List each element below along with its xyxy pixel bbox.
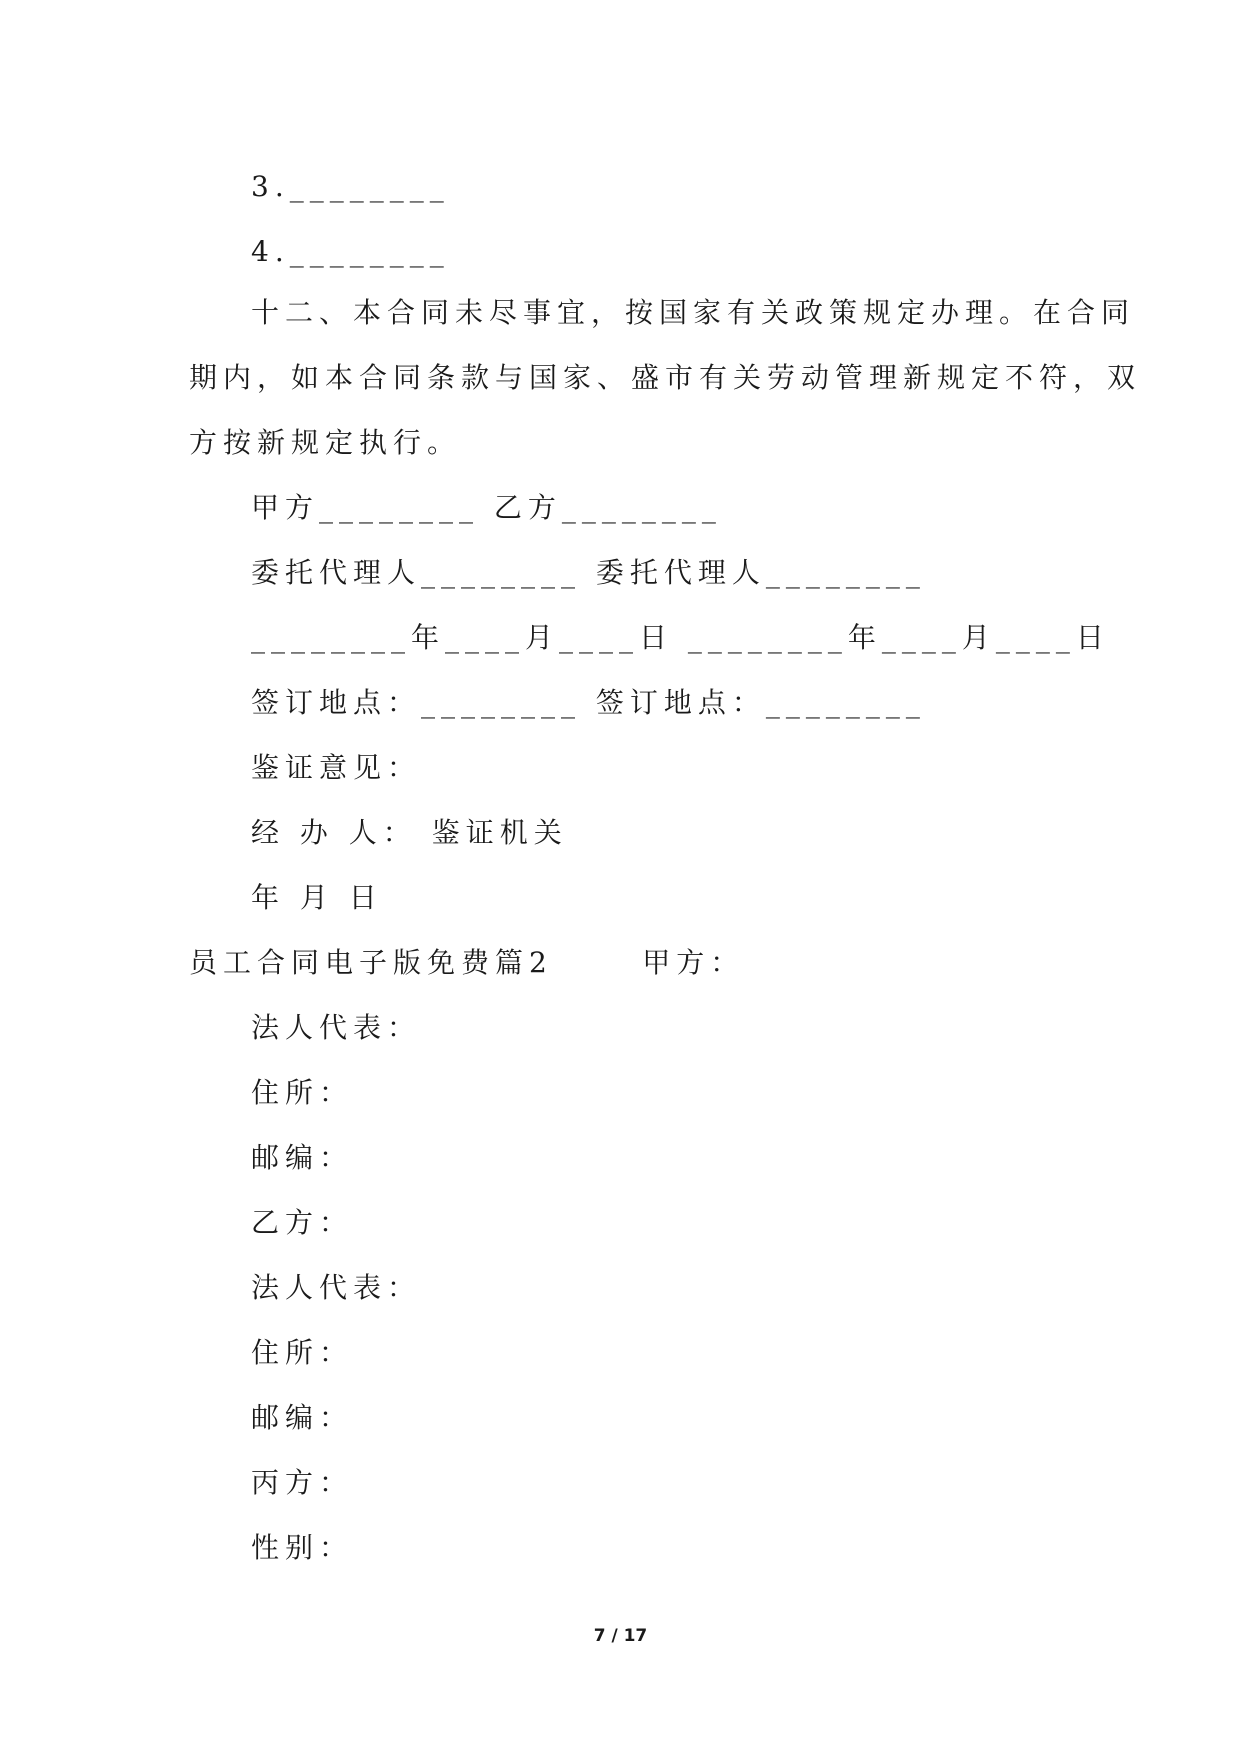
clause-12-line-3: 方按新规定执行。 [189, 426, 462, 459]
page-number: 7 / 17 [593, 1626, 648, 1646]
date-line: 年 月 日 [251, 881, 383, 914]
party-b-address: 住所： [251, 1336, 354, 1369]
signature-agent-line: 委托代理人________ 委托代理人________ [251, 556, 926, 589]
party-c-gender: 性别： [251, 1531, 354, 1564]
signature-date-line: ________年____月____日 ________年____月____日 [251, 621, 1110, 654]
party-c-label: 丙方： [251, 1466, 354, 1499]
list-item-4: 4.________ [251, 235, 450, 268]
signature-party-line: 甲方________ 乙方________ [251, 491, 722, 524]
party-a-legal-rep: 法人代表： [251, 1011, 422, 1044]
list-item-3: 3.________ [251, 170, 450, 203]
verification-opinion-line: 鉴证意见： [251, 751, 422, 784]
clause-12-line-1: 十二、本合同未尽事宜，按国家有关政策规定办理。在合同 [251, 296, 1136, 329]
section-heading-2: 员工合同电子版免费篇2 甲方： [189, 946, 745, 979]
party-b-legal-rep: 法人代表： [251, 1271, 422, 1304]
party-b-label: 乙方： [251, 1206, 354, 1239]
signing-place-line: 签订地点：________ 签订地点：________ [251, 686, 926, 719]
party-b-postcode: 邮编： [251, 1401, 354, 1434]
party-a-address: 住所： [251, 1076, 354, 1109]
clause-12-line-2: 期内，如本合同条款与国家、盛市有关劳动管理新规定不符，双 [189, 361, 1142, 394]
handler-authority-line: 经 办 人： 鉴证机关 [251, 816, 568, 849]
party-a-postcode: 邮编： [251, 1141, 354, 1174]
